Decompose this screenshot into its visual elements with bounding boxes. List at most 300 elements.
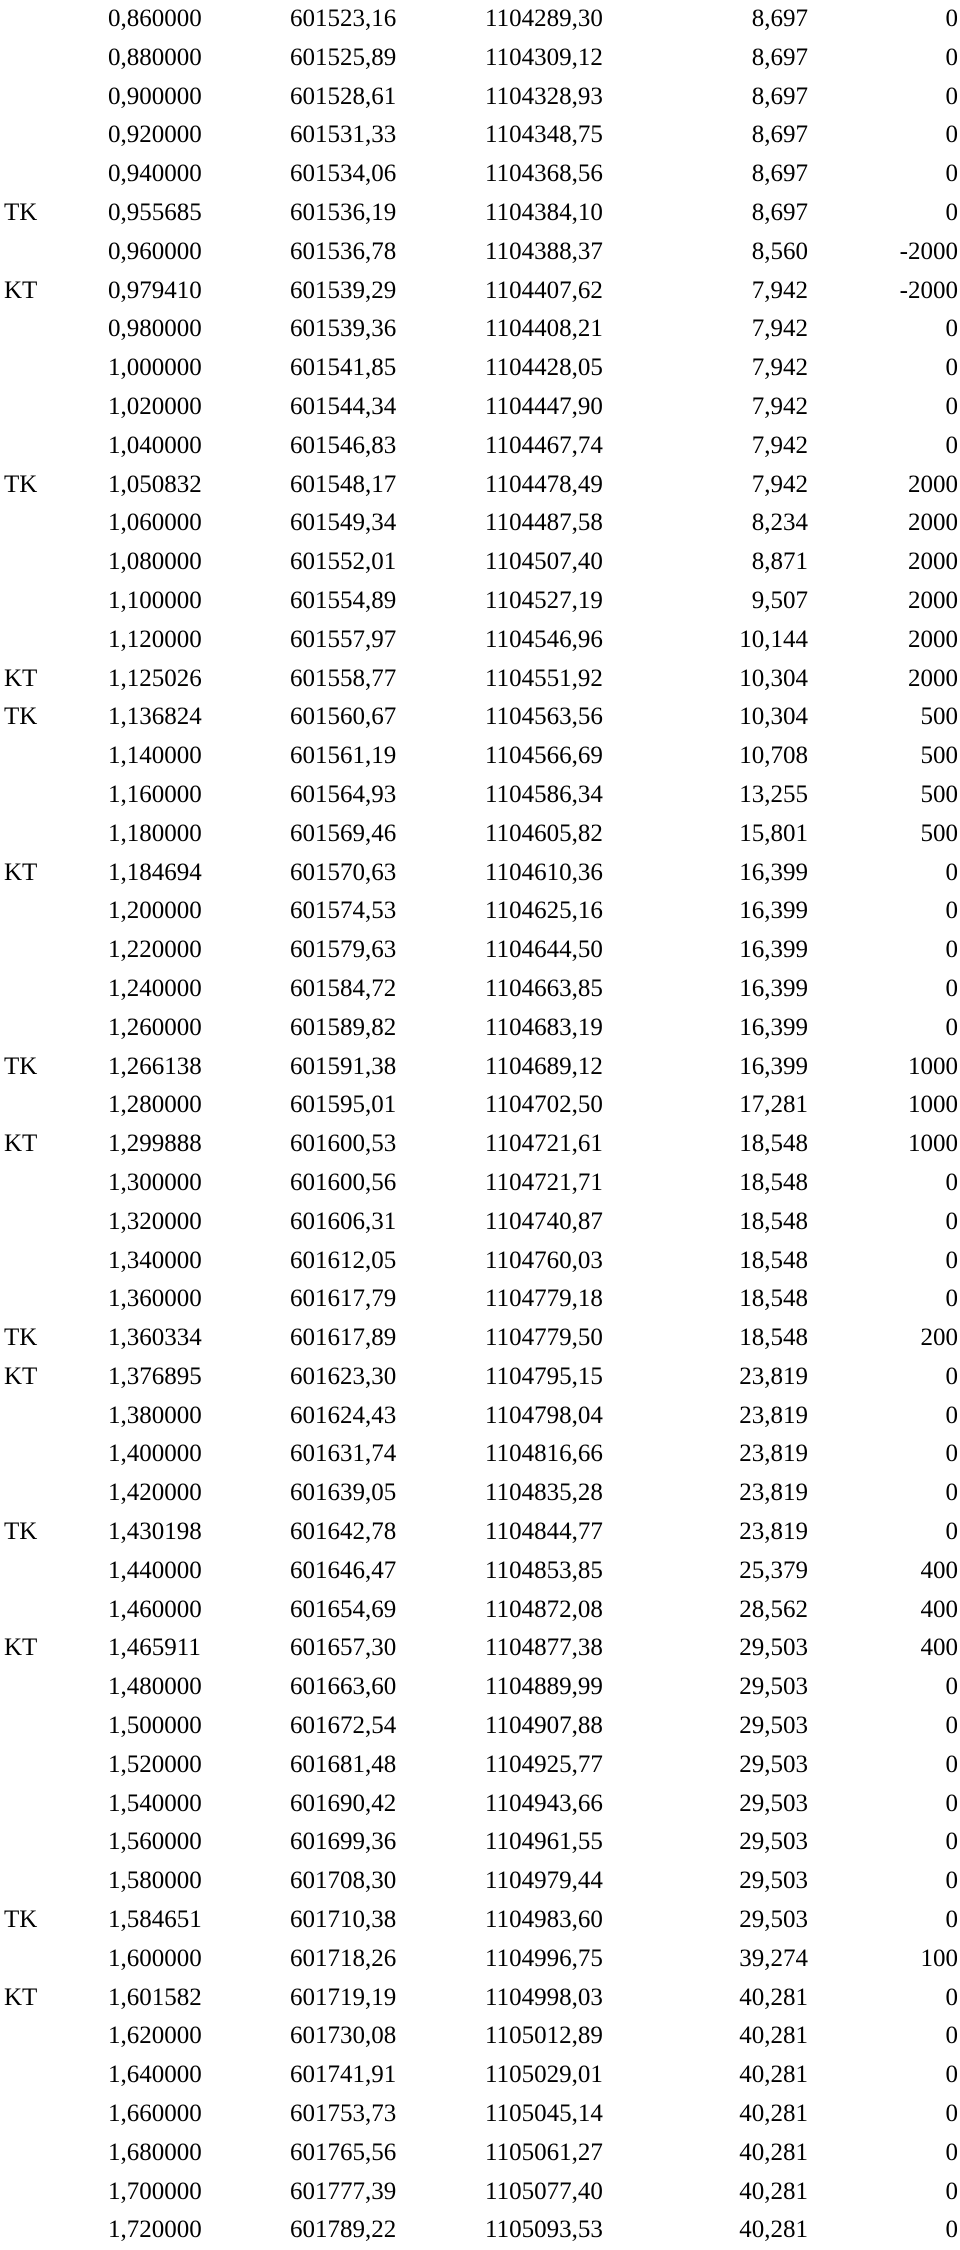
radius-cell: 0 [945,1906,958,1934]
station-cell: 1,136824 [108,703,202,731]
station-cell: 1,560000 [108,1828,202,1856]
x-coordinate-cell: 601528,61 [290,82,397,110]
x-coordinate-cell: 601546,83 [290,431,397,459]
station-cell: 1,720000 [108,2216,202,2244]
x-coordinate-cell: 601557,97 [290,625,397,653]
x-coordinate-cell: 601595,01 [290,1091,397,1119]
station-cell: 1,300000 [108,1168,202,1196]
x-coordinate-cell: 601642,78 [290,1518,397,1546]
radius-cell: 0 [945,198,958,226]
station-cell: 1,060000 [108,509,202,537]
station-cell: 1,184694 [108,858,202,886]
station-cell: 0,979410 [108,276,202,304]
elevation-cell: 29,503 [739,1634,808,1662]
table-row [0,1474,960,1513]
elevation-cell: 23,819 [739,1518,808,1546]
radius-cell: 500 [920,780,958,808]
elevation-cell: 28,562 [739,1595,808,1623]
elevation-cell: 10,304 [739,664,808,692]
elevation-cell: 8,697 [751,5,808,32]
x-coordinate-cell: 601534,06 [290,160,397,188]
station-cell: 0,900000 [108,82,202,110]
y-coordinate-cell: 1104348,75 [485,121,603,149]
x-coordinate-cell: 601777,39 [290,2177,397,2205]
elevation-cell: 40,281 [739,2022,808,2050]
station-cell: 1,620000 [108,2022,202,2050]
elevation-cell: 8,697 [751,198,808,226]
radius-cell: 0 [945,2022,958,2050]
station-cell: 1,460000 [108,1595,202,1623]
y-coordinate-cell: 1104625,16 [485,897,603,925]
station-cell: 0,980000 [108,315,202,343]
radius-cell: 0 [945,160,958,188]
y-coordinate-cell: 1104644,50 [485,936,603,964]
table-row [0,1591,960,1630]
point-type-cell: KT [4,1983,38,2011]
elevation-cell: 10,144 [739,625,808,653]
radius-cell: 0 [945,1789,958,1817]
x-coordinate-cell: 601544,34 [290,392,397,420]
elevation-cell: 18,548 [739,1285,808,1313]
point-type-cell: TK [4,703,38,731]
elevation-cell: 7,942 [751,470,808,498]
radius-cell: 0 [945,1479,958,1507]
station-cell: 1,540000 [108,1789,202,1817]
table-row [0,698,960,737]
station-cell: 1,520000 [108,1750,202,1778]
y-coordinate-cell: 1104872,08 [485,1595,603,1623]
y-coordinate-cell: 1104563,56 [485,703,603,731]
radius-cell: 0 [945,1828,958,1856]
station-cell: 1,200000 [108,897,202,925]
elevation-cell: 23,819 [739,1362,808,1390]
elevation-cell: 18,548 [739,1207,808,1235]
y-coordinate-cell: 1104551,92 [485,664,603,692]
station-cell: 1,376895 [108,1362,202,1390]
point-type-cell: KT [4,858,38,886]
elevation-cell: 18,548 [739,1324,808,1352]
x-coordinate-cell: 601672,54 [290,1712,397,1740]
station-cell: 1,160000 [108,780,202,808]
radius-cell: 0 [945,1207,958,1235]
elevation-cell: 29,503 [739,1789,808,1817]
y-coordinate-cell: 1104527,19 [485,586,603,614]
x-coordinate-cell: 601730,08 [290,2022,397,2050]
point-type-cell: KT [4,664,38,692]
y-coordinate-cell: 1105045,14 [485,2100,603,2128]
station-cell: 1,400000 [108,1440,202,1468]
station-cell: 1,500000 [108,1712,202,1740]
table-row [0,1629,960,1668]
table-row [0,233,960,272]
x-coordinate-cell: 601639,05 [290,1479,397,1507]
elevation-cell: 8,697 [751,43,808,71]
elevation-cell: 17,281 [739,1091,808,1119]
elevation-cell: 7,942 [751,315,808,343]
y-coordinate-cell: 1104889,99 [485,1673,603,1701]
radius-cell: 400 [920,1634,958,1662]
elevation-cell: 29,503 [739,1828,808,1856]
x-coordinate-cell: 601617,89 [290,1324,397,1352]
station-cell: 1,125026 [108,664,202,692]
x-coordinate-cell: 601612,05 [290,1246,397,1274]
table-row [0,1086,960,1125]
y-coordinate-cell: 1104328,93 [485,82,603,110]
elevation-cell: 16,399 [739,1013,808,1041]
y-coordinate-cell: 1104683,19 [485,1013,603,1041]
station-cell: 1,340000 [108,1246,202,1274]
station-cell: 0,920000 [108,121,202,149]
table-row [0,2056,960,2095]
station-cell: 1,180000 [108,819,202,847]
radius-cell: 0 [945,1440,958,1468]
x-coordinate-cell: 601560,67 [290,703,397,731]
y-coordinate-cell: 1104798,04 [485,1401,603,1429]
station-cell: 1,580000 [108,1867,202,1895]
elevation-cell: 29,503 [739,1906,808,1934]
point-type-cell: TK [4,198,38,226]
x-coordinate-cell: 601554,89 [290,586,397,614]
station-cell: 1,600000 [108,1944,202,1972]
table-row [0,1552,960,1591]
radius-cell: 500 [920,742,958,770]
elevation-cell: 29,503 [739,1712,808,1740]
point-type-cell: TK [4,1518,38,1546]
elevation-cell: 8,871 [751,548,808,576]
x-coordinate-cell: 601541,85 [290,354,397,382]
radius-cell: 0 [945,2177,958,2205]
radius-cell: 0 [945,121,958,149]
y-coordinate-cell: 1105077,40 [485,2177,603,2205]
table-row [0,1785,960,1824]
radius-cell: 0 [945,1168,958,1196]
x-coordinate-cell: 601681,48 [290,1750,397,1778]
elevation-cell: 8,560 [751,237,808,265]
table-row [0,1242,960,1281]
radius-cell: 0 [945,2216,958,2244]
radius-cell: 0 [945,1246,958,1274]
elevation-cell: 10,708 [739,742,808,770]
elevation-cell: 23,819 [739,1479,808,1507]
point-type-cell: KT [4,1130,38,1158]
table-row [0,2095,960,2134]
table-row [0,1048,960,1087]
y-coordinate-cell: 1104998,03 [485,1983,603,2011]
elevation-cell: 8,697 [751,121,808,149]
station-cell: 1,660000 [108,2100,202,2128]
table-row [0,272,960,311]
x-coordinate-cell: 601617,79 [290,1285,397,1313]
radius-cell: 0 [945,392,958,420]
station-cell: 1,440000 [108,1556,202,1584]
elevation-cell: 8,697 [751,82,808,110]
elevation-cell: 16,399 [739,858,808,886]
y-coordinate-cell: 1104844,77 [485,1518,603,1546]
x-coordinate-cell: 601789,22 [290,2216,397,2244]
radius-cell: -2000 [899,276,958,304]
radius-cell: 0 [945,1518,958,1546]
x-coordinate-cell: 601539,29 [290,276,397,304]
elevation-cell: 7,942 [751,392,808,420]
elevation-cell: 9,507 [751,586,808,614]
y-coordinate-cell: 1104795,15 [485,1362,603,1390]
elevation-cell: 39,274 [739,1944,808,1972]
table-row [0,2017,960,2056]
radius-cell: 0 [945,1013,958,1041]
station-cell: 1,380000 [108,1401,202,1429]
x-coordinate-cell: 601539,36 [290,315,397,343]
table-row [0,1125,960,1164]
x-coordinate-cell: 601646,47 [290,1556,397,1584]
table-row [0,931,960,970]
radius-cell: 0 [945,431,958,459]
radius-cell: 2000 [908,586,958,614]
radius-cell: 0 [945,82,958,110]
y-coordinate-cell: 1104309,12 [485,43,603,71]
elevation-cell: 15,801 [739,819,808,847]
radius-cell: 400 [920,1595,958,1623]
radius-cell: -2000 [899,237,958,265]
table-row [0,621,960,660]
point-type-cell: TK [4,470,38,498]
x-coordinate-cell: 601523,16 [290,5,397,32]
x-coordinate-cell: 601708,30 [290,1867,397,1895]
station-cell: 1,266138 [108,1052,202,1080]
radius-cell: 1000 [908,1091,958,1119]
table-row [0,39,960,78]
elevation-cell: 16,399 [739,974,808,1002]
x-coordinate-cell: 601719,19 [290,1983,397,2011]
table-row [0,1979,960,2018]
station-cell: 1,040000 [108,431,202,459]
y-coordinate-cell: 1105029,01 [485,2061,603,2089]
table-row [0,1940,960,1979]
elevation-cell: 7,942 [751,276,808,304]
table-row [0,2173,960,2212]
radius-cell: 100 [920,1944,958,1972]
x-coordinate-cell: 601564,93 [290,780,397,808]
station-cell: 1,430198 [108,1518,202,1546]
table-row [0,1164,960,1203]
x-coordinate-cell: 601579,63 [290,936,397,964]
table-row [0,1203,960,1242]
x-coordinate-cell: 601663,60 [290,1673,397,1701]
radius-cell: 0 [945,974,958,1002]
x-coordinate-cell: 601606,31 [290,1207,397,1235]
table-row [0,0,960,39]
radius-cell: 0 [945,1712,958,1740]
x-coordinate-cell: 601600,53 [290,1130,397,1158]
station-cell: 0,880000 [108,43,202,71]
station-cell: 1,260000 [108,1013,202,1041]
station-cell: 1,240000 [108,974,202,1002]
table-row [0,1397,960,1436]
table-row [0,349,960,388]
station-cell: 0,955685 [108,198,202,226]
table-row [0,1862,960,1901]
radius-cell: 0 [945,1401,958,1429]
elevation-cell: 8,697 [751,160,808,188]
y-coordinate-cell: 1104408,21 [485,315,603,343]
radius-cell: 0 [945,897,958,925]
y-coordinate-cell: 1104487,58 [485,509,603,537]
x-coordinate-cell: 601699,36 [290,1828,397,1856]
table-row [0,1746,960,1785]
station-cell: 0,860000 [108,5,202,32]
x-coordinate-cell: 601631,74 [290,1440,397,1468]
x-coordinate-cell: 601536,78 [290,237,397,265]
point-type-cell: TK [4,1324,38,1352]
elevation-cell: 16,399 [739,936,808,964]
station-cell: 1,140000 [108,742,202,770]
y-coordinate-cell: 1104478,49 [485,470,603,498]
radius-cell: 2000 [908,548,958,576]
y-coordinate-cell: 1104702,50 [485,1091,603,1119]
radius-cell: 0 [945,1750,958,1778]
x-coordinate-cell: 601548,17 [290,470,397,498]
x-coordinate-cell: 601710,38 [290,1906,397,1934]
radius-cell: 0 [945,858,958,886]
station-cell: 1,420000 [108,1479,202,1507]
y-coordinate-cell: 1104605,82 [485,819,603,847]
radius-cell: 500 [920,703,958,731]
y-coordinate-cell: 1104586,34 [485,780,603,808]
x-coordinate-cell: 601690,42 [290,1789,397,1817]
station-cell: 1,320000 [108,1207,202,1235]
table-row [0,1707,960,1746]
station-cell: 1,360334 [108,1324,202,1352]
y-coordinate-cell: 1104996,75 [485,1944,603,1972]
table-row [0,543,960,582]
table-row [0,194,960,233]
table-row [0,815,960,854]
y-coordinate-cell: 1104835,28 [485,1479,603,1507]
elevation-cell: 29,503 [739,1750,808,1778]
y-coordinate-cell: 1104760,03 [485,1246,603,1274]
radius-cell: 0 [945,936,958,964]
radius-cell: 500 [920,819,958,847]
station-cell: 1,080000 [108,548,202,576]
y-coordinate-cell: 1104407,62 [485,276,603,304]
station-cell: 1,050832 [108,470,202,498]
x-coordinate-cell: 601552,01 [290,548,397,576]
radius-cell: 2000 [908,664,958,692]
y-coordinate-cell: 1104853,85 [485,1556,603,1584]
table-row [0,1280,960,1319]
x-coordinate-cell: 601536,19 [290,198,397,226]
y-coordinate-cell: 1104779,50 [485,1324,603,1352]
point-type-cell: TK [4,1052,38,1080]
elevation-cell: 40,281 [739,1983,808,2011]
station-cell: 1,584651 [108,1906,202,1934]
y-coordinate-cell: 1104983,60 [485,1906,603,1934]
y-coordinate-cell: 1104721,71 [485,1168,603,1196]
elevation-cell: 7,942 [751,431,808,459]
y-coordinate-cell: 1104289,30 [485,5,603,32]
radius-cell: 2000 [908,509,958,537]
table-row [0,582,960,621]
table-row [0,466,960,505]
radius-cell: 0 [945,1673,958,1701]
table-row [0,1668,960,1707]
y-coordinate-cell: 1105093,53 [485,2216,603,2244]
station-cell: 1,280000 [108,1091,202,1119]
radius-cell: 0 [945,1362,958,1390]
y-coordinate-cell: 1104467,74 [485,431,603,459]
station-cell: 1,601582 [108,1983,202,2011]
table-row [0,776,960,815]
x-coordinate-cell: 601741,91 [290,2061,397,2089]
x-coordinate-cell: 601589,82 [290,1013,397,1041]
station-cell: 1,299888 [108,1130,202,1158]
y-coordinate-cell: 1104566,69 [485,742,603,770]
x-coordinate-cell: 601584,72 [290,974,397,1002]
y-coordinate-cell: 1104368,56 [485,160,603,188]
y-coordinate-cell: 1104507,40 [485,548,603,576]
radius-cell: 1000 [908,1130,958,1158]
table-row [0,310,960,349]
x-coordinate-cell: 601570,63 [290,858,397,886]
x-coordinate-cell: 601654,69 [290,1595,397,1623]
table-row [0,1319,960,1358]
radius-cell: 0 [945,1285,958,1313]
radius-cell: 1000 [908,1052,958,1080]
table-row [0,1358,960,1397]
y-coordinate-cell: 1104925,77 [485,1750,603,1778]
y-coordinate-cell: 1104388,37 [485,237,603,265]
table-row [0,116,960,155]
x-coordinate-cell: 601657,30 [290,1634,397,1662]
table-row [0,737,960,776]
point-type-cell: KT [4,1362,38,1390]
y-coordinate-cell: 1104721,61 [485,1130,603,1158]
table-row [0,1435,960,1474]
y-coordinate-cell: 1104816,66 [485,1440,603,1468]
table-row [0,2134,960,2173]
y-coordinate-cell: 1104610,36 [485,858,603,886]
station-cell: 0,960000 [108,237,202,265]
radius-cell: 0 [945,2100,958,2128]
y-coordinate-cell: 1104546,96 [485,625,603,653]
x-coordinate-cell: 601525,89 [290,43,397,71]
elevation-cell: 40,281 [739,2100,808,2128]
radius-cell: 400 [920,1556,958,1584]
station-cell: 1,480000 [108,1673,202,1701]
station-cell: 1,360000 [108,1285,202,1313]
y-coordinate-cell: 1104689,12 [485,1052,603,1080]
elevation-cell: 40,281 [739,2216,808,2244]
elevation-cell: 18,548 [739,1130,808,1158]
y-coordinate-cell: 1104740,87 [485,1207,603,1235]
y-coordinate-cell: 1104877,38 [485,1634,603,1662]
radius-cell: 0 [945,2061,958,2089]
x-coordinate-cell: 601765,56 [290,2138,397,2166]
table-row [0,970,960,1009]
elevation-cell: 18,548 [739,1168,808,1196]
elevation-cell: 23,819 [739,1401,808,1429]
elevation-cell: 16,399 [739,897,808,925]
station-cell: 1,640000 [108,2061,202,2089]
station-cell: 1,000000 [108,354,202,382]
station-cell: 1,680000 [108,2138,202,2166]
table-row [0,660,960,699]
y-coordinate-cell: 1104961,55 [485,1828,603,1856]
station-cell: 1,220000 [108,936,202,964]
y-coordinate-cell: 1104979,44 [485,1867,603,1895]
x-coordinate-cell: 601574,53 [290,897,397,925]
elevation-cell: 13,255 [739,780,808,808]
elevation-cell: 7,942 [751,354,808,382]
